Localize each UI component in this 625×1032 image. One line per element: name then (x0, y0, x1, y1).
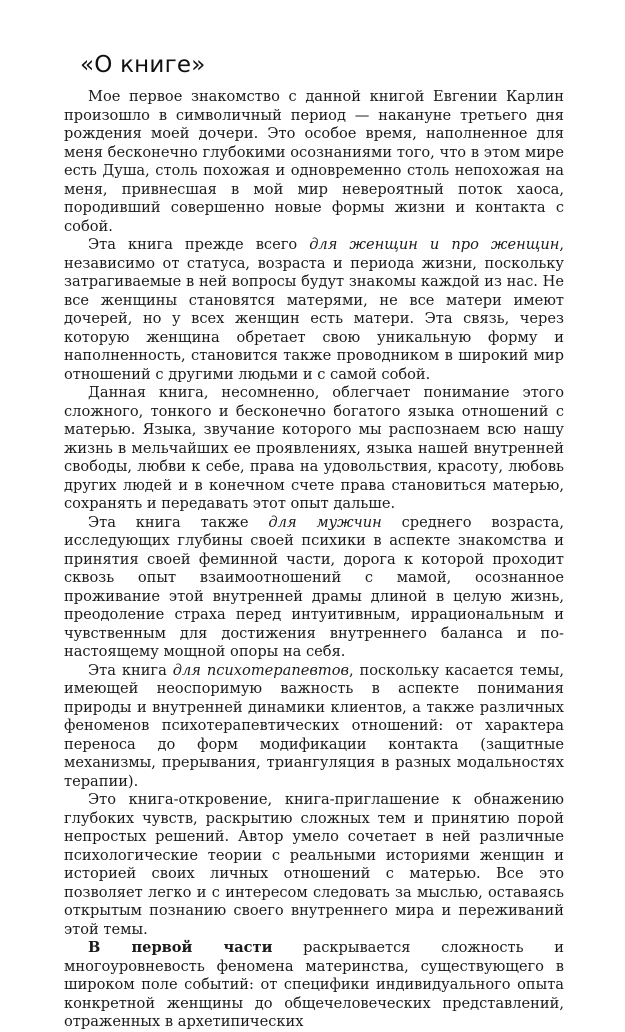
paragraph-7 (64, 939, 564, 1032)
paragraph-7-after: раскрывается сложность и многоуровневость феномена материнства, существующего в широком поле событий: от специфики индивидуального опыта конкретной женщины до общечеловеческих представлений, отраженных в архетипических (64, 939, 564, 1030)
paragraph-3-text: Данная книга, несомненно, облегчает понимание этого сложного, тонкого и бесконечно богатого языка отношений с матерью. Языка, звучание которого мы распознаем всю нашу жизнь в мельчайших ее проявлениях, языка нашей внутренней свободы, любви к себе, права на удовольствия, красоту, любовь других людей и в конечном счете права становиться матерью, сохранять и передавать этот опыт дальше. (64, 384, 564, 512)
paragraph-5 (64, 662, 564, 792)
paragraph-7-bold: В первой части (88, 939, 273, 956)
paragraph-2-after: , независимо от статуса, возраста и периода жизни, поскольку затрагиваемые в ней вопросы будут знакомы каждой из нас. Не все женщины становятся матерями, не все матери имеют дочерей, но у всех женщин есть матери. Эта связь, через которую женщина обретает свою уникальную форму и наполненность, становится также проводником в широкий мир отношений с другими людьми и с самой собой. (64, 236, 564, 383)
paragraph-5-emphasis: для психотерапевтов (172, 661, 349, 679)
paragraph-5-before: Эта книга (88, 661, 173, 679)
paragraph-5-after: , поскольку касается темы, имеющей неоспоримую важность в аспекте понимания природы и внутренней динамики клиентов, а также различных феноменов психотерапевтических отношений: от характера переноса до форм модификации контакта (защитные механизмы, прерывания, триангуляция в разных модальностях терапии). (64, 661, 564, 790)
paragraph-2-emphasis: для женщин и про женщин (309, 236, 560, 253)
paragraph-3 (64, 384, 564, 514)
paragraph-4-before: Эта книга также (88, 513, 269, 531)
paragraph-2-before: Эта книга прежде всего (88, 236, 310, 253)
paragraph-1-text: Мое первое знакомство с данной книгой Евгении Карлин произошло в символичный период — накануне третьего дня рождения моей дочери. Это особое время, наполненное для меня бесконечно глубокими осознаниями того, что в этом мире есть Душа, столь похожая и одновременно столь непохожая на меня, привнесшая в мой мир невероятный поток хаоса, породивший совершенно новые формы жизни и контакта с собой. (64, 88, 564, 235)
section-heading: «О книге» (80, 52, 206, 78)
paragraph-4-after: среднего возраста, исследующих глубины своей психики в аспекте знакомства и принятия своей феминной части, дорога к которой проходит сквозь опыт взаимоотношений с мамой, осознанное проживание этой внутренней драмы длиной в целую жизнь, преодоление страха перед интуитивным, иррациональным и чувственным для достижения внутреннего баланса и по-настоящему мощной опоры на себя. (64, 513, 564, 660)
paragraph-6 (64, 791, 564, 939)
paragraph-6-text: Это книга-откровение, книга-приглашение к обнажению глубоких чувств, раскрытию сложных тем и принятию порой непростых решений. Автор умело сочетает в ней различные психологические теории с реальными историями женщин и историей своих личных отношений с матерью. Все это позволяет легко и с интересом следовать за мыслью, оставаясь открытым познанию своего внутреннего мира и переживаний этой темы. (64, 791, 564, 938)
paragraph-4-emphasis: для мужчин (268, 513, 382, 531)
paragraph-2 (64, 236, 564, 384)
paragraph-1 (64, 88, 564, 236)
paragraph-4 (64, 514, 564, 662)
book-page (64, 52, 564, 1032)
body-text (64, 88, 564, 1032)
